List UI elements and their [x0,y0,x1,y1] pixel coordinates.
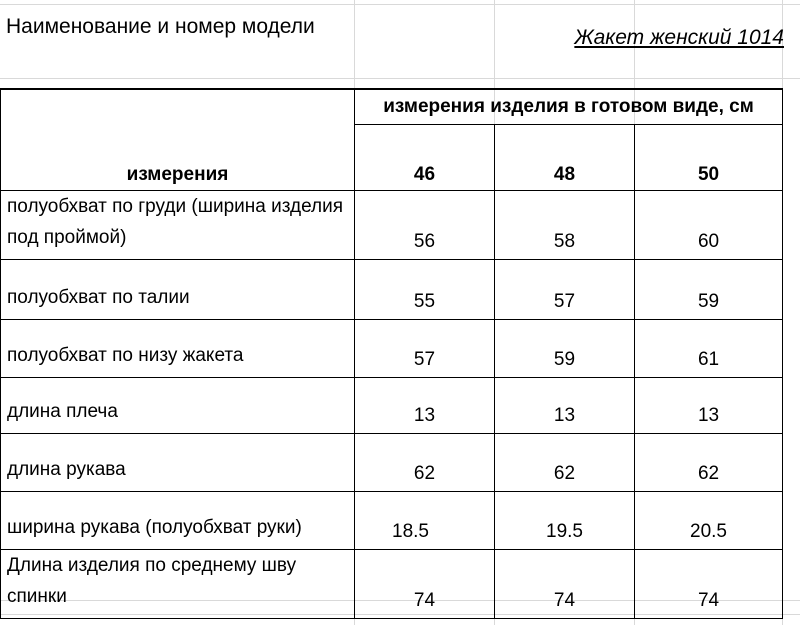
grid-line [0,4,800,5]
table-row [1,434,783,492]
cell-value: 62 [495,434,635,492]
header-row-group [1,89,783,125]
row-label: длина плеча [1,378,355,434]
cell-value: 57 [495,260,635,320]
cell-value: 13 [355,378,495,434]
cell-value: 55 [355,260,495,320]
cell-value: 74 [635,550,783,619]
table-row [1,191,783,260]
cell-value: 62 [635,434,783,492]
cell-value: 18.5 [355,492,495,550]
table-row [1,378,783,434]
cell-value: 74 [495,550,635,619]
measurements-table [0,88,783,619]
cell-value: 20.5 [635,492,783,550]
cell-value: 59 [495,320,635,378]
cell-value: 62 [355,434,495,492]
group-header: измерения изделия в готовом виде, см [355,89,783,125]
model-name: Жакет женский 1014 [574,26,784,49]
size-header: 46 [355,125,495,191]
cell-value: 13 [495,378,635,434]
cell-value: 60 [635,191,783,260]
row-label: полуобхват по низу жакета [1,320,355,378]
row-label: Длина изделия по среднему шву спинки [1,550,355,619]
table-row [1,550,783,619]
size-header: 48 [495,125,635,191]
grid-line [0,78,800,79]
cell-value: 13 [635,378,783,434]
cell-value: 58 [495,191,635,260]
table-row [1,260,783,320]
row-label: полуобхват по талии [1,260,355,320]
table-row [1,492,783,550]
cell-value: 57 [355,320,495,378]
table-row [1,320,783,378]
cell-value: 56 [355,191,495,260]
model-label: Наименование и номер модели [6,15,315,38]
cell-value: 74 [355,550,495,619]
cell-value: 19.5 [495,492,635,550]
row-label: ширина рукава (полуобхват руки) [1,492,355,550]
row-label: полуобхват по груди (ширина изделия под проймой) [1,191,355,260]
row-label: длина рукава [1,434,355,492]
measure-header: измерения [1,89,355,191]
cell-value: 61 [635,320,783,378]
cell-value: 59 [635,260,783,320]
size-header: 50 [635,125,783,191]
